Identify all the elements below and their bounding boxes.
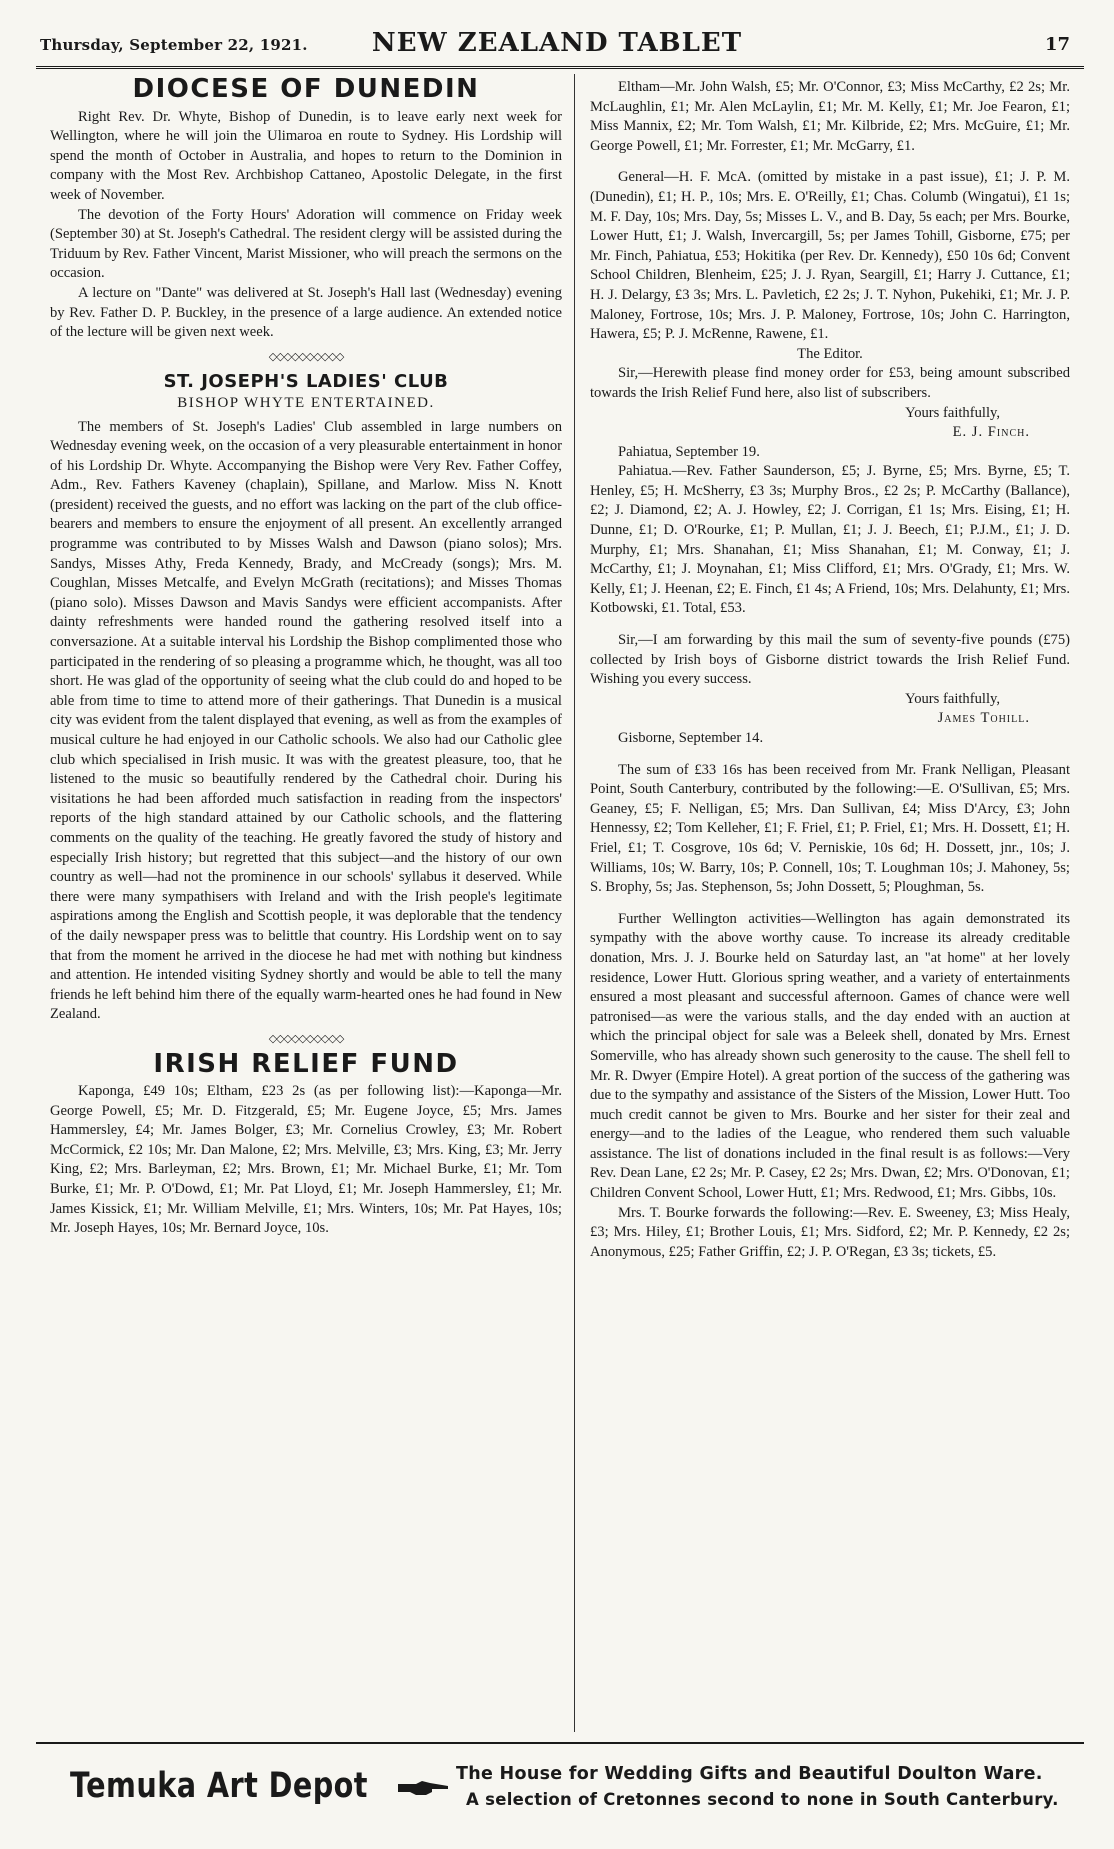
advert-tagline: The House for Wedding Gifts and Beautiful Doulton Ware. <box>456 1764 1043 1784</box>
relief-fund-heading: IRISH RELIEF FUND <box>153 1048 459 1079</box>
eltham-list: Eltham—Mr. John Walsh, £5; Mr. O'Connor, £3; Miss McCarthy, £2 2s; Mr. McLaughlin, £1; Mr. Alen McLaylin, £1; Mr. M. Kelly, £1; Mr. Joe Fearon, £1; Miss Mannix, £2; Mr. Tom Walsh, £1; Mr. Kilbride, £2; Mrs. McGuire, £1; Mr. George Powell, £1; Mr. Forrester, £1; Mr. McGarry, £1. <box>590 79 1070 154</box>
tohill-signature: James Tohill. <box>937 710 1030 727</box>
relief-fund-paragraph: Kaponga, £49 10s; Eltham, £23 2s (as per following list):—Kaponga—Mr. George Powell, £5; Mr. D. Fitzgerald, £5; Mr. Eugene Joyce, £5; Mrs. James Hammersley, £4; Mr. James Bolger, £3; Mr. Cornelius Crowley, £3; Mr. Robert McCormick, £2 10s; Mr. Dan Malone, £2; Mrs. Melville, £3; Mrs. King, £3; Mr. Jerry King, £2; Mrs. Barleyman, £2; Mrs. Brown, £1; Mr. Michael Burke, £1; Mr. Tom Burke, £1; Mr. P. O'Dowd, £1; Mr. Pat Lloyd, £1; Mr. Joseph Hammersley, £1; Mr. James Kissick, £1; Mr. William Melville, £1; Mrs. Winters, 10s; Mr. Pat Hayes, 10s; Mr. Joseph Hayes, 10s; Mr. Bernard Joyce, 10s. <box>50 1083 562 1237</box>
diocese-paragraph: The devotion of the Forty Hours' Adoration will commence on Friday week (September 30) at St. Joseph's Cathedral. The resident clergy will be assisted during the Triduum by Rev. Father Vincent, Marist Missioner, who will preach the sermons on the occasion. <box>50 206 562 282</box>
bourke-list: Mrs. T. Bourke forwards the following:—Rev. E. Sweeney, £3; Miss Healy, £3; Mrs. Hiley, £1; Brother Louis, £1; Mrs. Sidford, £2; Mr. P. Kennedy, £2 2s; Anonymous, £25; Father Griffin, £2; J. P. O'Regan, £3 3s; tickets, £5. <box>590 1204 1070 1260</box>
advertisement <box>36 1748 1084 1828</box>
tohill-place: Gisborne, September 14. <box>618 730 764 746</box>
pahiatua-list: Pahiatua.—Rev. Father Saunderson, £5; J. Byrne, £5; Mrs. Byrne, £5; T. Henley, £5; H. McSherry, £3 3s; Murphy Bros., £2 2s; P. McCarthy (Ballance), £2; J. Diamond, £2; A. J. Howley, £2; J. Corrigan, £1 1s; Mrs. Eising, £1; H. Dunne, £1; D. O'Rourke, £1; P. Mullan, £1; J. J. Beech, £1; P.J.M., £1; J. D. Murphy, £1; Mrs. Shanahan, £1; Miss Shanahan, £1; M. Conway, £1; J. McCarthy, £1; J. Moynahan, £1; Miss Clifford, £1; Mrs. O'Grady, £1; Mrs. W. Kelly, £1; J. Heenan, £2; E. Finch, £1 4s; A Friend, 10s; Mrs. Delahunty, £1; Mrs. Kotbowski, £1. Total, £53. <box>590 463 1070 617</box>
pointing-hand-icon <box>396 1778 450 1798</box>
wellington-report: Further Wellington activities—Wellington has again demonstrated its sympathy with the above worthy cause. To increase its already creditable donation, Mrs. J. J. Bourke held on Saturday last, an "at home" at her lovely residence, Lower Hutt. Glorious spring weather, and a variety of entertainments ensured a most pleasant and successful afternoon. Games of chance were well patronised—as were the various stalls, and the day ended with an auction at which the principal object for sale was a Beleek shell, donated by Mrs. Ernest Somerville, who has already shown such generosity to the cause. The shell fell to Mr. R. Dwyer (Empire Hotel). A great portion of the success of the gathering was due to the sympathy and assistance of the Sisters of the Mission, Lower Hutt. Too much credit cannot be given to Mrs. Bourke and her sister for their zeal and energy—and to the ladies of the League, who rendered them such valuable assistance. The list of donations included in the final result is as follows:—Very Rev. Dean Lane, £2 2s; Mr. P. Casey, £2 2s; Mrs. Dwan, £2; Mrs. O'Donovan, £1; Children Convent School, Lower Hutt, £1; Mrs. Redwood, £1; Mrs. Gibbs, 10s. <box>590 910 1070 1202</box>
finch-place: Pahiatua, September 19. <box>618 443 760 460</box>
editor-salutation: The Editor. <box>797 345 863 362</box>
diocese-paragraph: Right Rev. Dr. Whyte, Bishop of Dunedin, is to leave early next week for Wellington, where he will join the Ulimaroa en route to Sydney. His Lordship will spend the month of October in Australia, and hopes to return to the Dominion in company with the Most Rev. Archbishop Cattaneo, Apostolic Delegate, in the first week of November. <box>50 108 562 203</box>
finch-signature: E. J. Finch. <box>952 424 1030 441</box>
finch-closing: Yours faithfully, <box>905 404 1000 421</box>
issue-date: Thursday, September 22, 1921. <box>40 36 308 54</box>
advert-business-name: Temuka Art Depot <box>70 1766 368 1806</box>
masthead-rule <box>36 66 1084 72</box>
advert-subline: A selection of Cretonnes second to none in South Canterbury. <box>466 1790 1059 1809</box>
ladies-club-heading: ST. JOSEPH'S LADIES' CLUB <box>163 371 449 393</box>
left-column <box>50 74 562 1239</box>
nelligan-list: The sum of £33 16s has been received from Mr. Frank Nelligan, Pleasant Point, South Canterbury, contributed by the following:—E. O'Sullivan, £5; Mrs. Geaney, £5; F. Nelligan, £5; Mrs. Dan Sullivan, £4; Miss D'Arcy, £3; John Hennessy, £2; Tom Kelleher, £1; F. Friel, £1; P. Friel, £1; Mrs. H. Dossett, £1; H. Friel, £1; T. Cosgrove, 10s 6d; V. Perniskie, 10s 6d; H. Dossett, jnr., 10s; J. Williams, 10s; W. Barry, 10s; P. Connell, 10s; T. Loughman 10s; J. Mahoney, 5s; S. Brophy, 5s; Jas. Stephenson, 5s; John Dossett, 5; Ploughman, 5s. <box>590 761 1070 896</box>
section-ornament: ◇◇◇◇◇◇◇◇◇◇ <box>268 349 344 363</box>
page-number: 17 <box>1044 34 1070 55</box>
general-list: General—H. F. McA. (omitted by mistake in a past issue), £1; J. P. M. (Dunedin), £1; H. P., 10s; Mrs. E. O'Reilly, £1; Chas. Columb (Wingatui), £1 1s; M. F. Day, 10s; Mrs. Day, 5s; Misses L. V., and B. Day, 5s each; per Mrs. Bourke, Lower Hutt, £1; J. Walsh, Invercargill, 5s; per James Tohill, Gisborne, £75; per Mr. Finch, Pahiatua, £53; Hokitika (per Rev. Dr. Kennedy), £50 10s 6d; Convent School Children, Blenheim, £25; J. J. Ryan, Seargill, £1; Harry J. Cuttance, £1; H. J. Delargy, £3 3s; Mrs. L. Pavletich, £2 2s; J. T. Nyhon, Pukehiki, £1; Mr. J. P. Maloney, Fortrose, 10s; Mrs. J. P. Maloney, Fortrose, 10s; John C. Harrington, Hawera, £5; P. J. McRenne, Rawene, £1. <box>590 169 1070 343</box>
column-divider <box>574 74 575 1732</box>
advert-rule <box>36 1742 1084 1744</box>
section-ornament: ◇◇◇◇◇◇◇◇◇◇ <box>268 1031 344 1045</box>
right-column <box>590 78 1070 1262</box>
ladies-club-paragraph: The members of St. Joseph's Ladies' Club assembled in large numbers on Wednesday evening week, on the occasion of a very pleasurable entertainment in honor of his Lordship Dr. Whyte. Accompanying the Bishop were Very Rev. Father Coffey, Adm., Rev. Fathers Kaveney (chaplain), Spillane, and Marlow. Miss N. Knott (president) received the guests, and no effort was lacking on the part of the club office-bearers and members to ensure the enjoyment of all present. An excellently arranged programme was contributed to by Misses Walsh and Dawson (piano solos); Mrs. Sandys, Misses Athy, Freda Kennedy, Brady, and McCready (songs); Mrs. M. Coughlan, Misses Metcalfe, and Evelyn McGrath (recitations); and Misses Thomas (piano solo). Misses Dawson and Mavis Sandys were efficient accompanists. After dainty refreshments were handed round the gathering resolved itself into a conversazione. At a suitable interval his Lordship the Bishop complimented those who participated in the rendering of so pleasing a programme which, he thought, was all too short. He was glad of the opportunity of seeing what the club could do and hoped to be able from time to time to attend more of their gatherings. That Dunedin is a musical city was evident from the talent displayed that evening, as well as from the examples of musical culture he had enjoyed in our Catholic schools. We also had our Catholic glee club which specialised in Irish music. It was with the greatest pleasure, too, that he listened to the music so beautifully rendered by the Cathedral choir. During his visitations he had been afforded much satisfaction in reading from the inspectors' reports of the high standard attained by our Catholic schools, and the flattering comments on the quality of the teaching. He greatly favored the study of history and especially Irish history; but regretted that this subject—and the history of our own country as well—had not the prominence in our schools' syllabus it deserved. While there were many sympathisers with Ireland and with the Irish people's legitimate aspirations among the English and Scottish people, it was deplorable that the tendency of the daily newspaper press was to belittle that country. His Lordship went on to say that from the moment he arrived in the diocese he had met with nothing but kindness and attention. He intended visiting Sydney shortly and would be able to tell the many friends he left behind him there of the equally warm-hearted ones he had found in New Zealand. <box>50 418 562 1023</box>
diocese-heading: DIOCESE OF DUNEDIN <box>132 74 480 104</box>
finch-letter: Sir,—Herewith please find money order for £53, being amount subscribed towards the Irish Relief Fund here, also list of subscribers. <box>590 365 1070 401</box>
newspaper-title: NEW ZEALAND TABLET <box>371 28 743 58</box>
ladies-club-subheading: BISHOP WHYTE ENTERTAINED. <box>177 394 435 411</box>
tohill-letter: Sir,—I am forwarding by this mail the sum of seventy-five pounds (£75) collected by Irish boys of Gisborne district towards the Irish Relief Fund. Wishing you every success. <box>590 632 1070 688</box>
diocese-paragraph: A lecture on "Dante" was delivered at St. Joseph's Hall last (Wednesday) evening by Rev. Father D. P. Buckley, in the presence of a large audience. An extended notice of the lecture will be given next week. <box>50 284 562 341</box>
masthead <box>32 26 1082 66</box>
tohill-closing: Yours faithfully, <box>905 690 1000 707</box>
